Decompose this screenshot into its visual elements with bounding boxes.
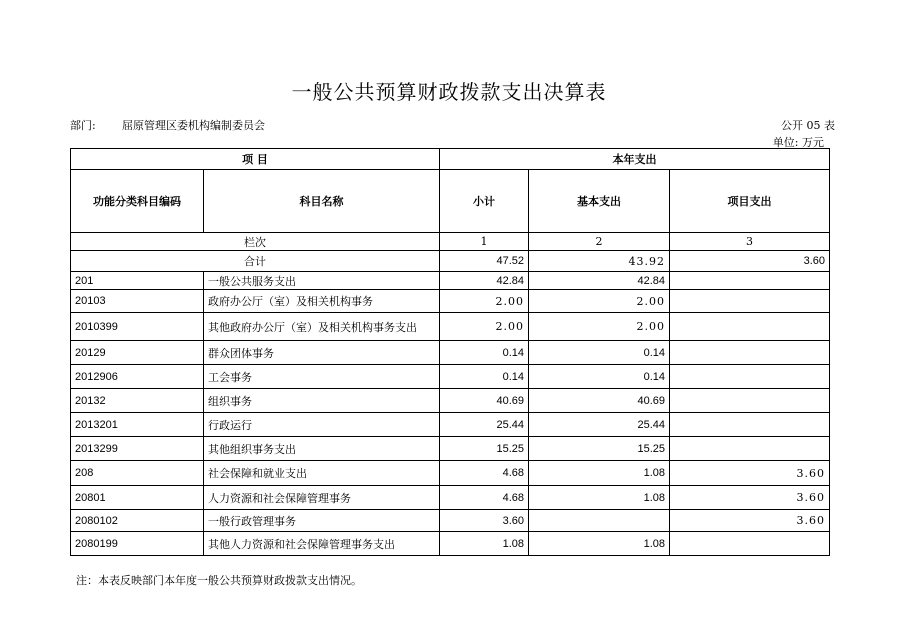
col-code-header: 功能分类科目编码 [71,170,204,233]
row-subtotal: 1.08 [440,532,529,556]
row-name: 政府办公厅（室）及相关机构事务 [204,290,440,313]
row-basic: 42.84 [529,272,670,290]
row-basic: 0.14 [529,341,670,365]
row-subtotal: 4.68 [440,486,529,510]
row-basic: 25.44 [529,413,670,437]
row-subtotal: 4.68 [440,461,529,486]
row-basic: 40.69 [529,389,670,413]
row-name: 一般公共服务支出 [204,272,440,290]
row-project [670,341,830,365]
row-basic: 15.25 [529,437,670,461]
row-code: 20132 [71,389,204,413]
total-basic: 43.92 [529,251,670,272]
unit-value: 万元 [802,136,824,149]
row-name: 其他政府办公厅（室）及相关机构事务支出 [204,313,440,341]
table-row [71,437,830,461]
row-project [670,290,830,313]
index-label: 栏次 [71,233,440,251]
table-row [71,461,830,486]
row-subtotal: 0.14 [440,341,529,365]
row-name: 社会保障和就业支出 [204,461,440,486]
header-current-year: 本年支出 [440,149,830,170]
table-row [71,389,830,413]
row-basic: 0.14 [529,365,670,389]
table-row [71,365,830,389]
col-name-header: 科目名称 [204,170,440,233]
row-subtotal: 40.69 [440,389,529,413]
index-3: 3 [670,233,830,251]
row-project: 3.60 [670,510,830,532]
row-basic: 1.08 [529,486,670,510]
row-basic: 1.08 [529,461,670,486]
row-subtotal: 2.00 [440,290,529,313]
header-item: 项 目 [71,149,440,170]
row-project [670,365,830,389]
row-project: 3.60 [670,486,830,510]
row-name: 一般行政管理事务 [204,510,440,532]
row-basic: 1.08 [529,532,670,556]
row-project [670,413,830,437]
department-name: 屈原管理区委机构编制委员会 [122,119,265,132]
table-row [71,413,830,437]
total-label: 合计 [71,251,440,272]
row-subtotal: 42.84 [440,272,529,290]
row-subtotal: 0.14 [440,365,529,389]
row-project [670,532,830,556]
col-project-header: 项目支出 [670,170,830,233]
row-code: 2010399 [71,313,204,341]
row-subtotal: 3.60 [440,510,529,532]
expenditure-table [70,148,830,556]
row-project [670,313,830,341]
row-code: 2080199 [71,532,204,556]
row-name: 行政运行 [204,413,440,437]
table-row [71,313,830,341]
index-row [71,233,830,251]
header-row-columns [71,170,830,233]
col-subtotal-header: 小计 [440,170,529,233]
row-name: 工会事务 [204,365,440,389]
header-row-top [71,149,830,170]
form-number: 公开 05 表 [781,119,835,132]
total-project: 3.60 [670,251,830,272]
row-code: 2013201 [71,413,204,437]
row-code: 20801 [71,486,204,510]
row-code: 20103 [71,290,204,313]
row-project [670,389,830,413]
page-title: 一般公共预算财政拨款支出决算表 [291,80,607,104]
row-subtotal: 15.25 [440,437,529,461]
department-label: 部门: [70,119,96,132]
table-row [71,290,830,313]
row-code: 2013299 [71,437,204,461]
table-row [71,341,830,365]
row-basic: 2.00 [529,313,670,341]
row-code: 201 [71,272,204,290]
row-name: 组织事务 [204,389,440,413]
index-1: 1 [440,233,529,251]
row-basic: 2.00 [529,290,670,313]
row-name: 群众团体事务 [204,341,440,365]
table-row [71,510,830,532]
index-2: 2 [529,233,670,251]
total-row [71,251,830,272]
row-project [670,272,830,290]
row-name: 其他人力资源和社会保障管理事务支出 [204,532,440,556]
row-code: 20129 [71,341,204,365]
row-basic [529,510,670,532]
row-name: 其他组织事务支出 [204,437,440,461]
total-subtotal: 47.52 [440,251,529,272]
row-name: 人力资源和社会保障管理事务 [204,486,440,510]
row-code: 208 [71,461,204,486]
table-row [71,486,830,510]
row-code: 2012906 [71,365,204,389]
table-row [71,272,830,290]
row-project: 3.60 [670,461,830,486]
row-project [670,437,830,461]
row-code: 2080102 [71,510,204,532]
unit-label: 单位: [772,136,799,149]
footnote: 注：本表反映部门本年度一般公共预算财政拨款支出情况。 [76,574,362,587]
table-row [71,532,830,556]
row-subtotal: 2.00 [440,313,529,341]
col-basic-header: 基本支出 [529,170,670,233]
row-subtotal: 25.44 [440,413,529,437]
